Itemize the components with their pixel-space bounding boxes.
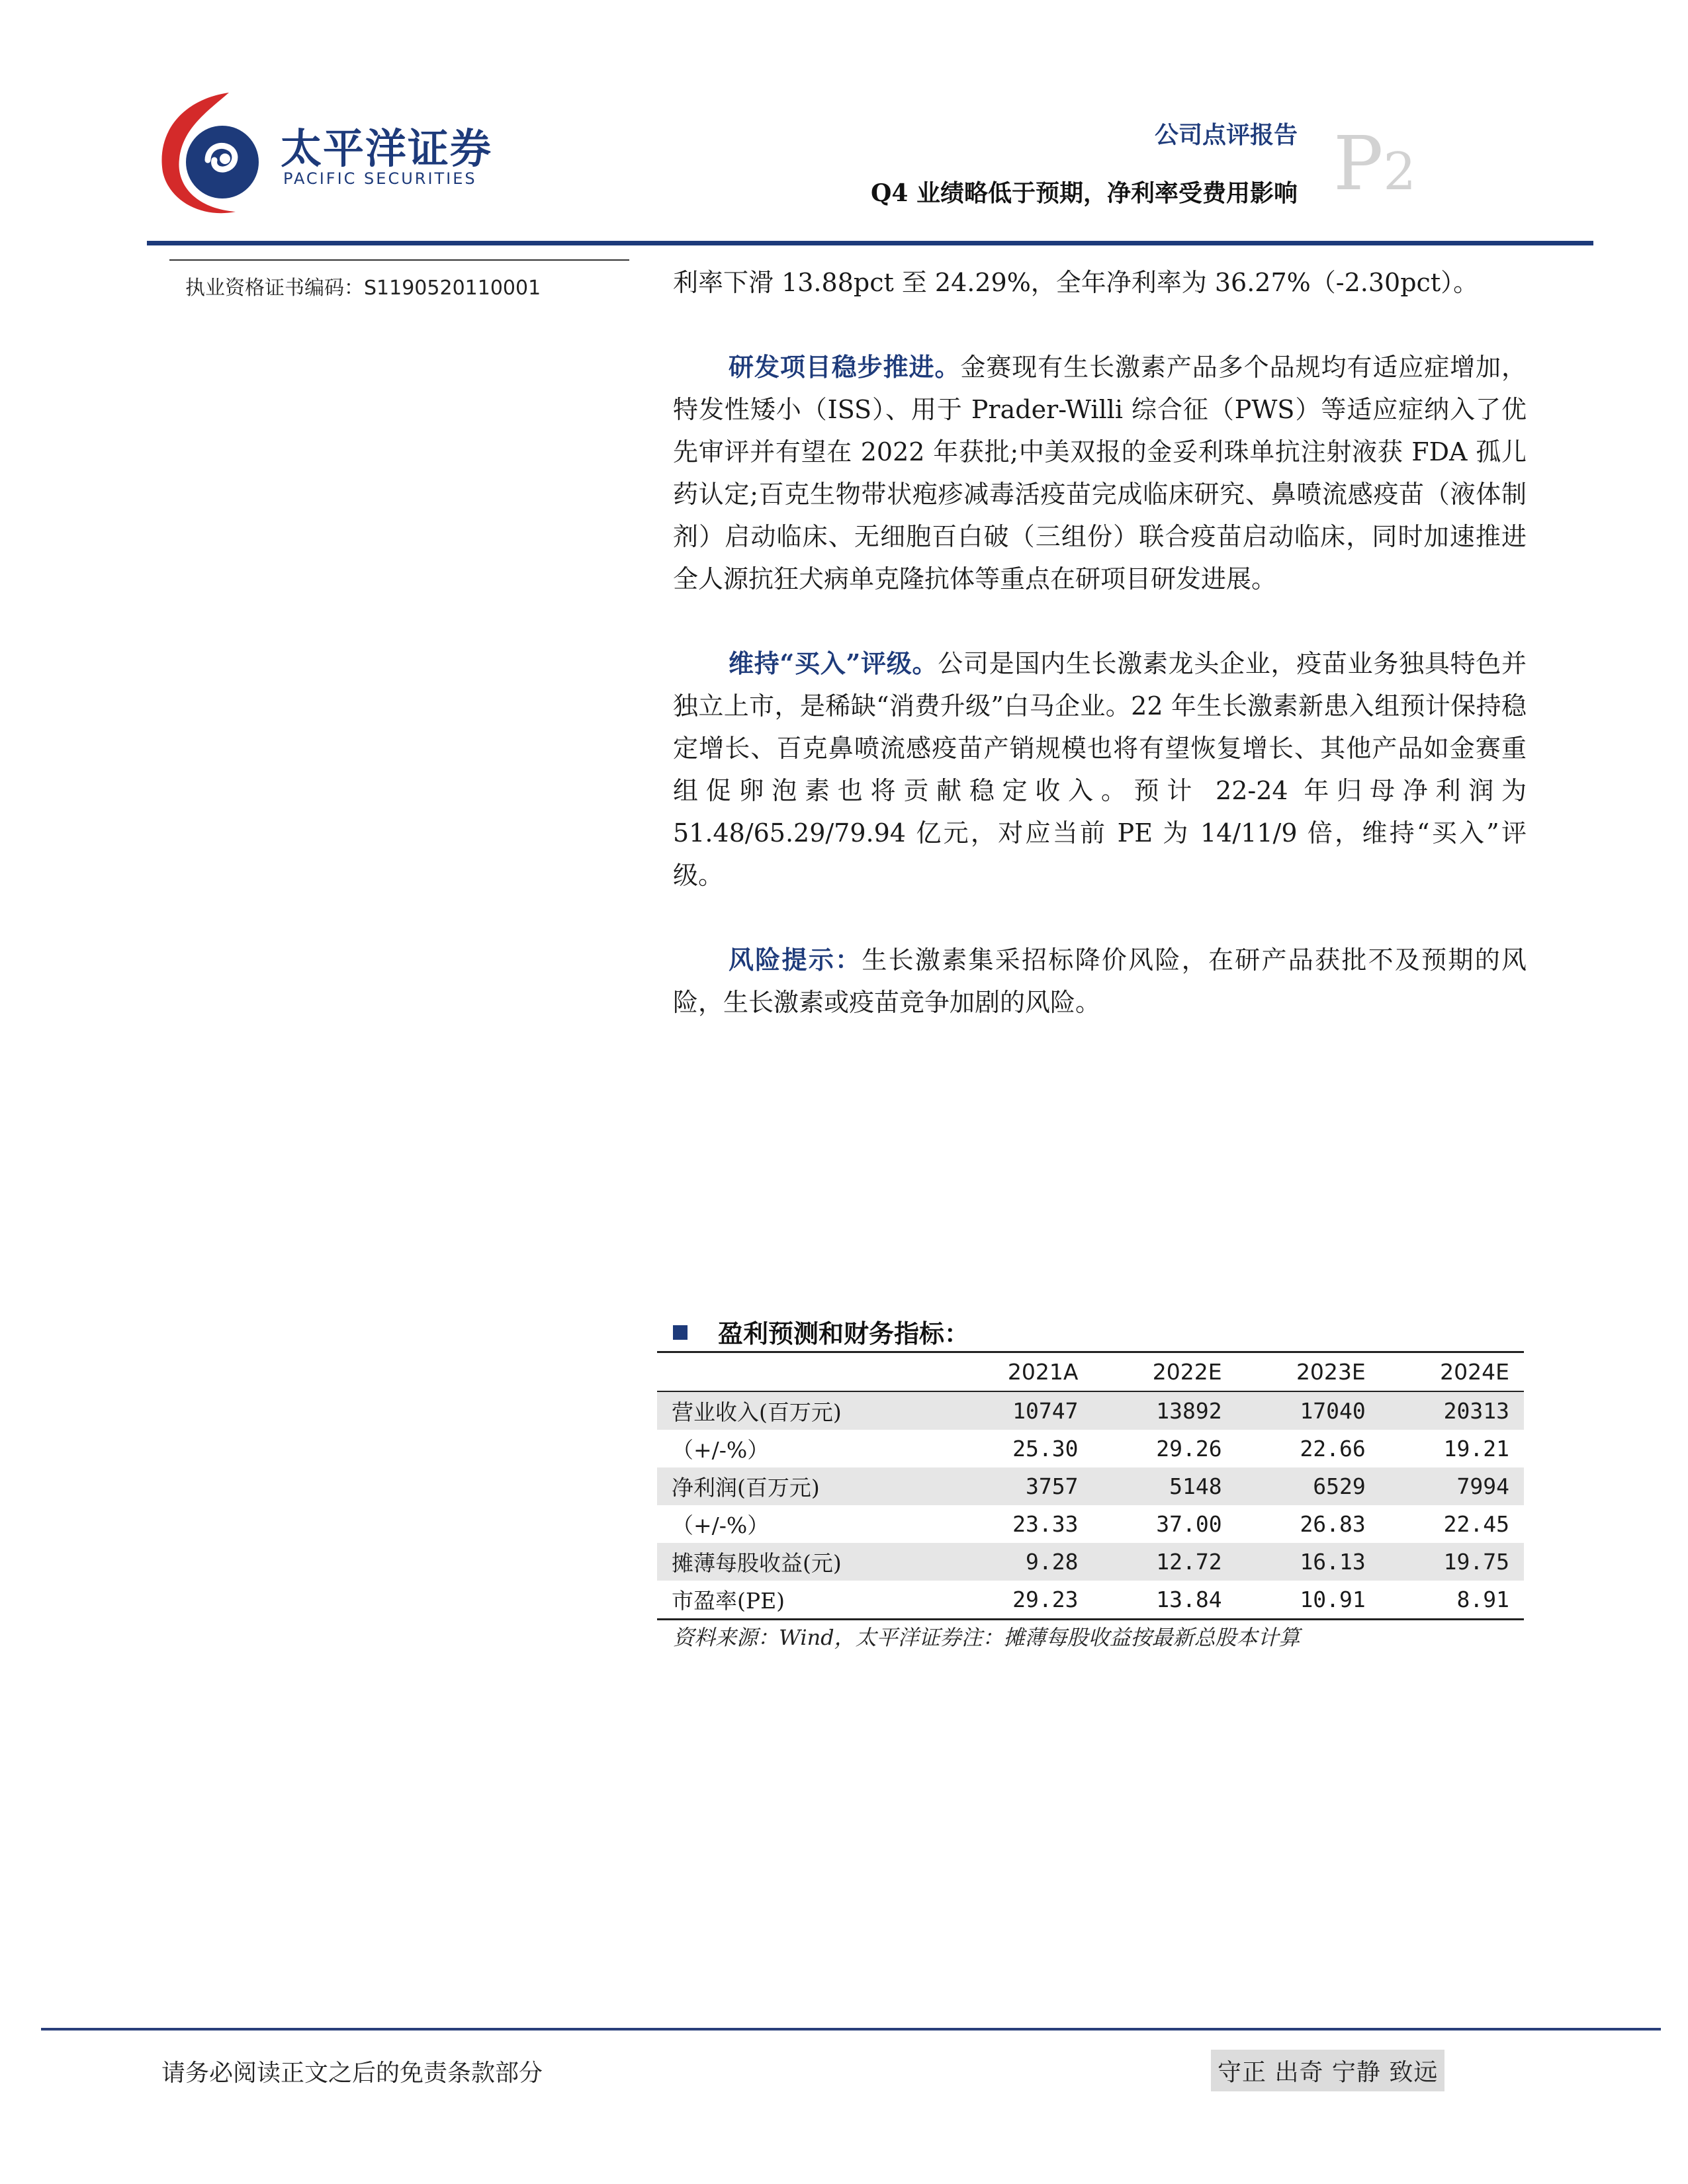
table-cell: 29.26	[1156, 1436, 1222, 1462]
table-row	[657, 1581, 1524, 1620]
bullet-square-icon	[673, 1325, 688, 1340]
row-label: （+/-%）	[672, 1512, 770, 1538]
footer-disclaimer: 请务必阅读正文之后的免责条款部分	[161, 2060, 543, 2087]
report-title: Q4 业绩略低于预期，净利率受费用影响	[871, 179, 1298, 207]
table-cell: 25.30	[1012, 1436, 1079, 1462]
footer-divider	[41, 2028, 1661, 2031]
column-header: 2022E	[1152, 1359, 1222, 1385]
table-row	[657, 1430, 1524, 1467]
table-cell: 10.91	[1300, 1587, 1366, 1612]
paragraph-heading: 研发项目稳步推进。	[729, 352, 961, 382]
header-divider	[147, 241, 1593, 245]
table-cell: 7994	[1456, 1473, 1509, 1499]
table-cell: 26.83	[1300, 1511, 1366, 1537]
column-header	[657, 1352, 948, 1392]
page-number	[1333, 121, 1416, 207]
paragraph-net-margin: 利率下滑 13.88pct 至 24.29%，全年净利率为 36.27%（-2.30pct）。	[673, 268, 1479, 297]
table-header-row	[657, 1352, 1524, 1392]
table-row	[657, 1543, 1524, 1581]
row-label: 净利润(百万元)	[672, 1475, 820, 1501]
paragraph-text: 公司是国内生长激素龙头企业，疫苗业务独具特色并独立上市，是稀缺“消费升级”白马企业。22 年生长激素新患入组预计保持稳定增长、百克鼻喷流感疫苗产销规模也将有望恢复增长、其他产品如金赛重组促卵泡素也将贡献稳定收入。预计 22-24 年归母净利润为 51.48/65.29/79.94 亿元，对应当前 PE 为 14/11/9 倍，维持“买入”评级。	[673, 649, 1527, 890]
paragraph-risk	[673, 939, 1527, 1024]
table-title-text: 盈利预测和财务指标：	[718, 1319, 970, 1348]
table-cell: 37.00	[1156, 1511, 1222, 1537]
table-title	[673, 1313, 969, 1350]
logo-chinese-name: 太平洋证券	[281, 124, 493, 173]
logo-english-name: PACIFIC SECURITIES	[283, 169, 477, 188]
table-cell: 16.13	[1300, 1549, 1366, 1575]
table-row	[657, 1467, 1524, 1505]
table-cell: 20313	[1443, 1398, 1509, 1424]
table-row	[657, 1391, 1524, 1430]
footer-motto: 守正 出奇 宁静 致远	[1211, 2050, 1444, 2091]
table-source-note: 资料来源：Wind，太平洋证券注：摊薄每股收益按最新总股本计算	[673, 1625, 1300, 1650]
column-header: 2023E	[1296, 1359, 1366, 1385]
page-digit: 2	[1383, 142, 1416, 202]
table-cell: 13892	[1156, 1398, 1222, 1424]
left-column-divider	[169, 259, 629, 261]
report-type: 公司点评报告	[1154, 121, 1298, 149]
table-cell: 19.21	[1443, 1436, 1509, 1462]
table-cell: 9.28	[1025, 1549, 1079, 1575]
row-label: 营业收入(百万元)	[672, 1399, 842, 1425]
paragraph-heading: 维持“买入”评级。	[729, 648, 938, 678]
column-header: 2024E	[1440, 1359, 1509, 1385]
paragraph-heading: 风险提示：	[729, 945, 862, 975]
table-cell: 12.72	[1156, 1549, 1222, 1575]
row-label: 摊薄每股收益(元)	[672, 1550, 842, 1576]
table-cell: 23.33	[1012, 1511, 1079, 1537]
table-cell: 8.91	[1456, 1587, 1509, 1612]
column-header: 2021A	[1007, 1359, 1079, 1385]
table-cell: 17040	[1300, 1398, 1366, 1424]
table-cell: 29.23	[1012, 1587, 1079, 1612]
row-label: 市盈率(PE)	[672, 1588, 785, 1614]
table-cell: 3757	[1025, 1473, 1079, 1499]
paragraph-rating	[673, 642, 1527, 896]
page-letter: P	[1333, 121, 1384, 207]
financial-forecast-table	[657, 1351, 1524, 1620]
table-cell: 10747	[1012, 1398, 1079, 1424]
table-cell: 22.45	[1443, 1511, 1509, 1537]
table-cell: 6529	[1313, 1473, 1366, 1499]
row-label: （+/-%）	[672, 1437, 770, 1463]
table-cell: 13.84	[1156, 1587, 1222, 1612]
table-row	[657, 1505, 1524, 1543]
pacific-securities-logo-icon	[156, 86, 269, 218]
report-body	[673, 261, 1527, 1066]
table-cell: 19.75	[1443, 1549, 1509, 1575]
analyst-certificate: 执业资格证书编码：S1190520110001	[185, 277, 541, 300]
table-cell: 5148	[1169, 1473, 1222, 1499]
paragraph-text: 金赛现有生长激素产品多个品规均有适应症增加，特发性矮小（ISS）、用于 Prader-Willi 综合征（PWS）等适应症纳入了优先审评并有望在 2022 年获批;中美双报的金妥利珠单抗注射液获 FDA 孤儿药认定;百克生物带状疱疹减毒活疫苗完成临床研究、鼻喷流感疫苗（液体制剂）启动临床、无细胞百白破（三组份）联合疫苗启动临床，同时加速推进全人源抗狂犬病单克隆抗体等重点在研项目研发进展。	[673, 353, 1527, 593]
table-cell: 22.66	[1300, 1436, 1366, 1462]
paragraph-rd-progress	[673, 346, 1527, 600]
paragraph-text: 生长激素集采招标降价风险，在研产品获批不及预期的风险，生长激素或疫苗竞争加剧的风险。	[673, 945, 1527, 1017]
